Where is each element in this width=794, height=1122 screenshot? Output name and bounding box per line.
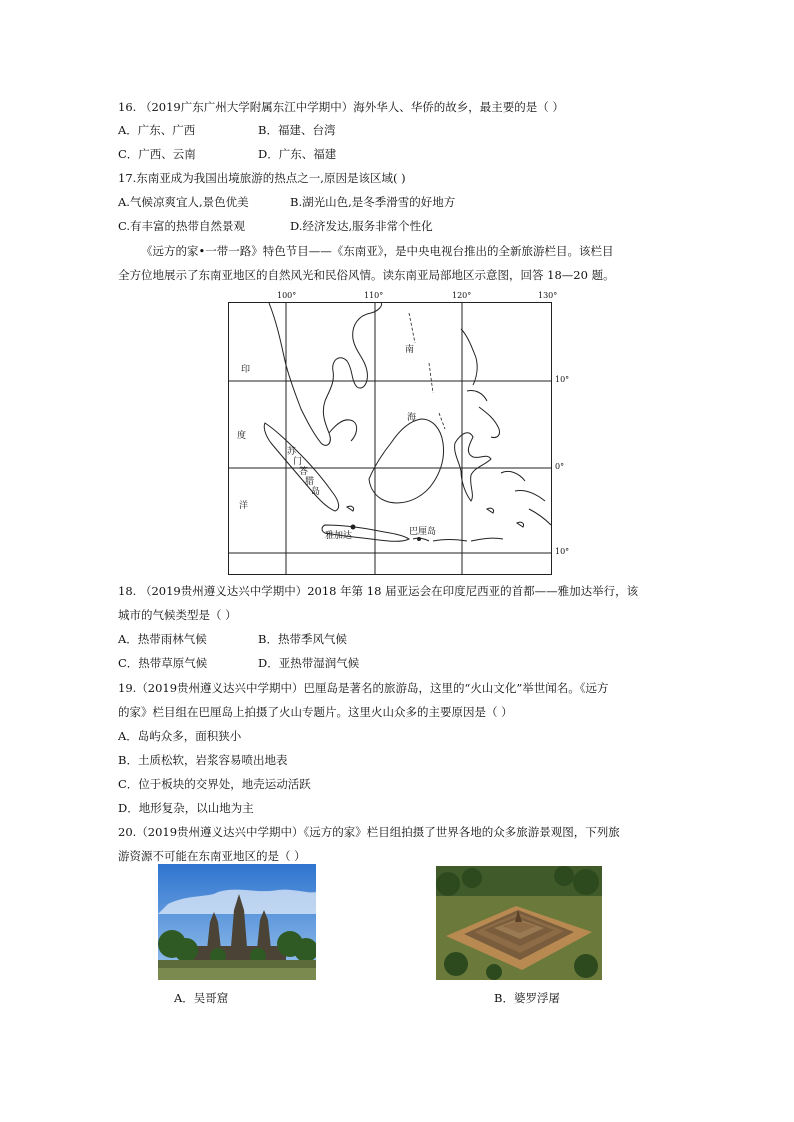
lon-label-120: 120° (452, 291, 472, 300)
bali-marker (417, 537, 421, 541)
q19-option-c: C．位于板块的交界处，地壳运动活跃 (118, 777, 311, 791)
angkor-wat-photo (158, 864, 316, 980)
q19-option-b: B．土质松软，岩浆容易喷出地表 (118, 753, 288, 767)
lon-label-110: 110° (364, 291, 384, 300)
q20-stem-line-2: 游资源不可能在东南亚地区的是（ ） (118, 849, 306, 863)
q19-option-d: D．地形复杂，以山地为主 (118, 801, 254, 815)
q17-stem: 17.东南亚成为我国出境旅游的热点之一,原因是该区域( ) (118, 171, 406, 185)
q18-option-b: B．热带季风气候 (258, 632, 347, 646)
sumatra-label-5: 岛 (311, 487, 321, 497)
ocean-label-du: 度 (237, 431, 247, 441)
ocean-label-yin: 印 (241, 365, 251, 375)
sumatra-label-2: 门 (293, 457, 303, 467)
q16-option-c: C．广西、云南 (118, 147, 196, 161)
bali-label: 巴厘岛 (409, 527, 437, 537)
caption-b: B．婆罗浮屠 (494, 991, 560, 1005)
q16-option-a: A．广东、广西 (118, 123, 196, 137)
sumatra-label-4: 腊 (305, 477, 315, 487)
lat-label-10s: 10° (555, 547, 570, 556)
map-drawing (229, 303, 551, 574)
q18-option-a: A．热带雨林气候 (118, 632, 207, 646)
q17-option-d: D.经济发达,服务非常个性化 (290, 219, 433, 233)
ocean-label-nan: 南 (405, 345, 415, 355)
intro-line-1: 《远方的家•一带一路》特色节目——《东南亚》，是中央电视台推出的全新旅游栏目。该栏目 (141, 244, 614, 258)
q19-stem-line-1: 19.（2019贵州遵义达兴中学期中）巴厘岛是著名的旅游岛，这里的“火山文化”举世闻名。《远方 (118, 681, 609, 695)
ocean-label-hai: 海 (407, 413, 417, 423)
q17-option-b: B.湖光山色,是冬季滑雪的好地方 (290, 195, 456, 209)
sumatra-label-1: 苏 (287, 447, 297, 457)
q17-option-a: A.气候凉爽宜人,景色优美 (118, 195, 249, 209)
intro-line-2: 全方位地展示了东南亚地区的自然风光和民俗风情。读东南亚局部地区示意图，回答 18—20 题。 (118, 268, 615, 282)
q16-option-d: D．广东、福建 (258, 147, 337, 161)
lat-label-10n: 10° (555, 375, 570, 384)
q18-option-d: D．亚热带湿润气候 (258, 656, 360, 670)
dashed-boundaries (409, 313, 445, 429)
q18-stem-line-1: 18. （2019贵州遵义达兴中学期中）2018 年第 18 届亚运会在印度尼西亚的首都——雅加达举行，该 (118, 584, 639, 598)
jakarta-label: 雅加达 (325, 531, 353, 541)
q20-stem-line-1: 20.（2019贵州遵义达兴中学期中）《远方的家》栏目组拍摄了世界各地的众多旅游景观图，下列旅 (118, 825, 620, 839)
lon-label-100: 100° (277, 291, 297, 300)
lon-label-130: 130° (538, 291, 558, 300)
lat-label-0: 0° (555, 462, 565, 471)
q16-stem: 16. （2019广东广州大学附属东江中学期中）海外华人、华侨的故乡，最主要的是（ ） (118, 100, 564, 114)
q19-stem-line-2: 的家》栏目组在巴厘岛上拍摄了火山专题片。这里火山众多的主要原因是（ ） (118, 705, 513, 719)
southeast-asia-map (228, 302, 552, 575)
caption-a: A．吴哥窟 (174, 991, 229, 1005)
borobudur-photo (436, 866, 602, 980)
jakarta-marker (351, 525, 356, 530)
q18-stem-line-2: 城市的气候类型是（ ） (118, 608, 237, 622)
sumatra-label-3: 答 (299, 467, 309, 477)
q17-option-c: C.有丰富的热带自然景观 (118, 219, 246, 233)
q18-option-c: C．热带草原气候 (118, 656, 208, 670)
q19-option-a: A．岛屿众多，面积狭小 (118, 729, 242, 743)
q16-option-b: B．福建、台湾 (258, 123, 336, 137)
ocean-label-yang: 洋 (239, 501, 249, 511)
